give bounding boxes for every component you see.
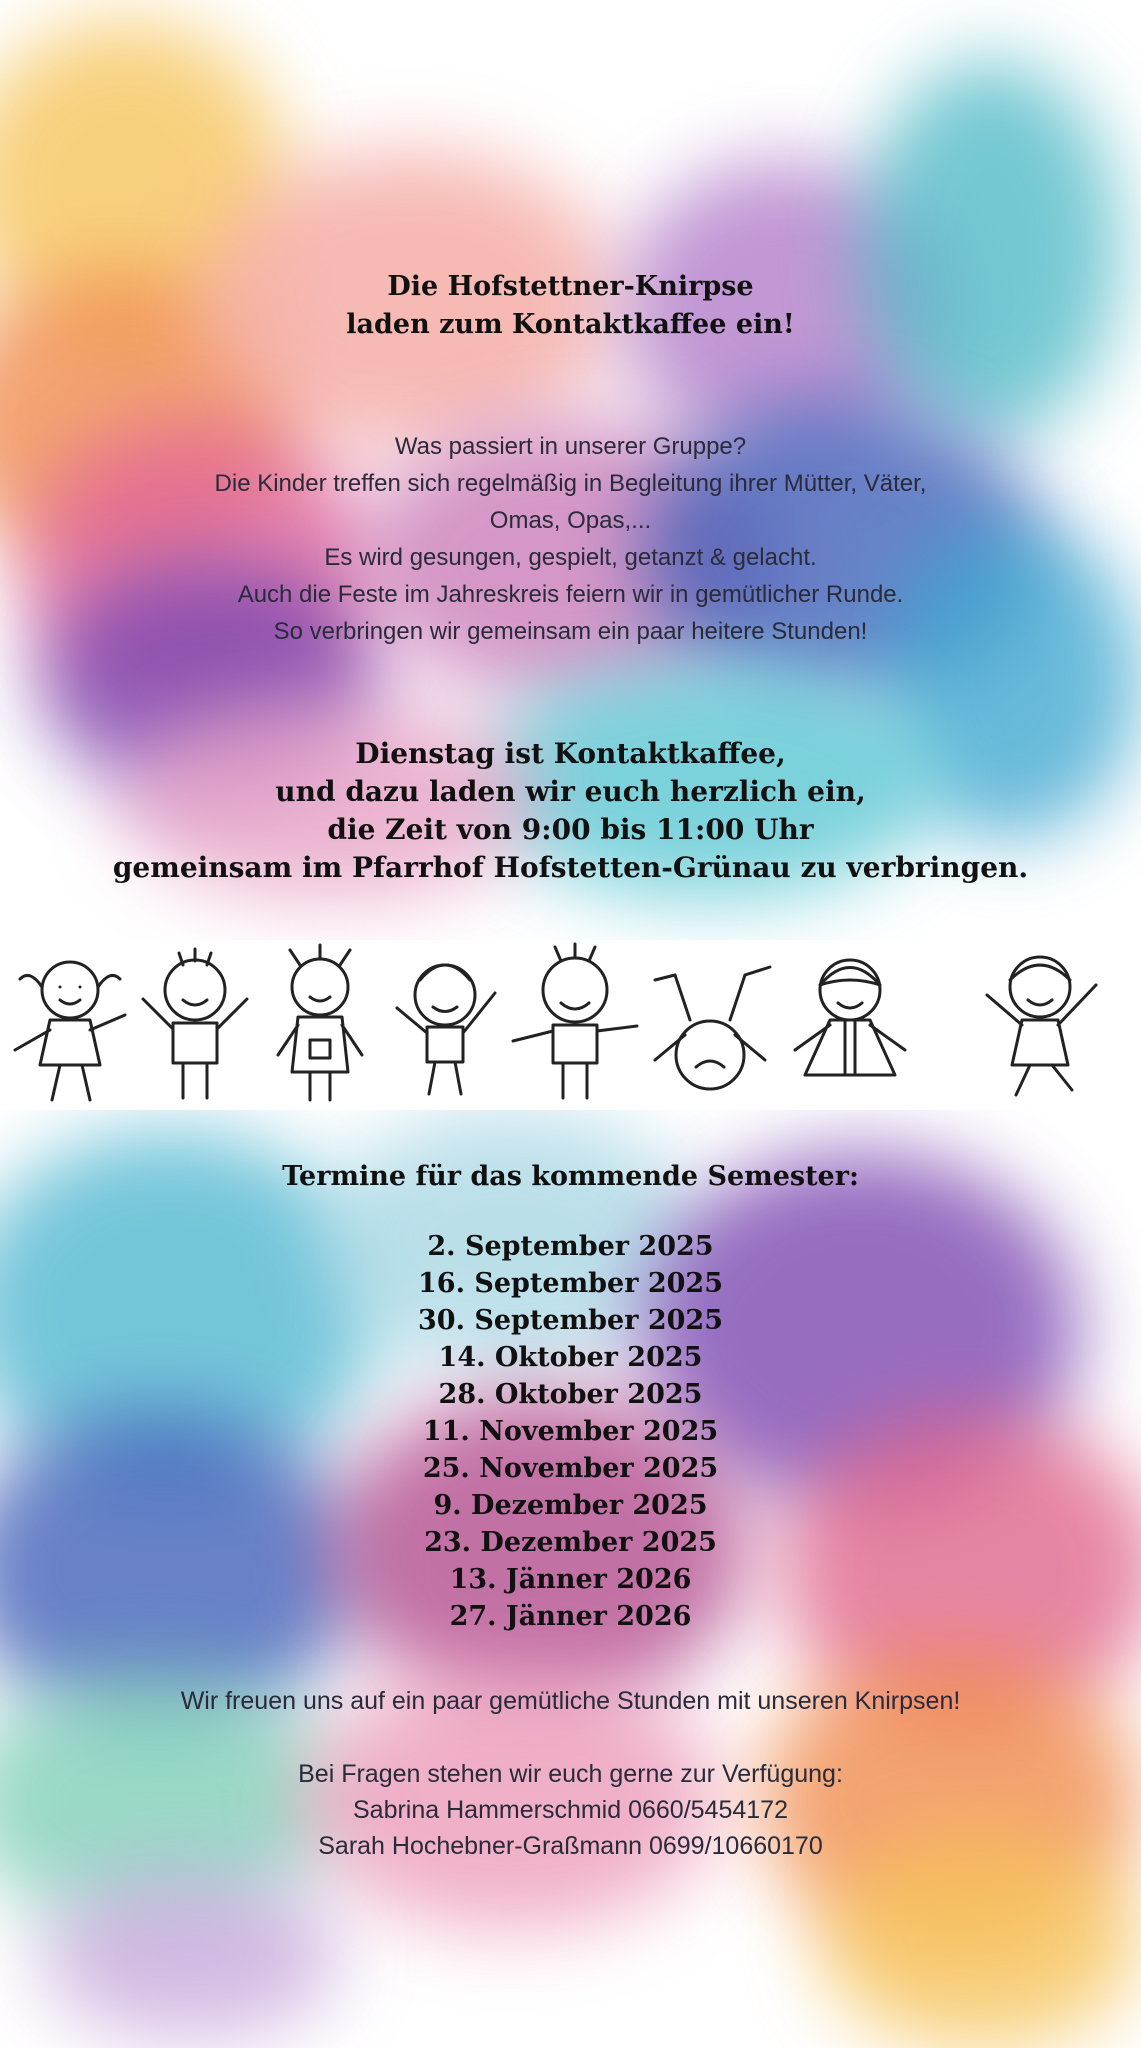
date-item: 16. September 2025 — [418, 1268, 723, 1299]
schedule-heading: Termine für das kommende Semester: — [282, 1161, 859, 1192]
date-item: 14. Oktober 2025 — [438, 1342, 703, 1373]
contact-info — [0, 1756, 1141, 1864]
invitation-line: gemeinsam im Pfarrhof Hofstetten-Grünau zu verbringen. — [112, 851, 1029, 884]
date-item: 9. Dezember 2025 — [433, 1490, 708, 1521]
date-item: 27. Jänner 2026 — [449, 1601, 692, 1632]
kids-illustration — [0, 940, 1141, 1110]
date-item: 30. September 2025 — [418, 1305, 723, 1336]
invitation-line: Dienstag ist Kontaktkaffee, — [355, 737, 786, 770]
intro-line: Omas, Opas,... — [489, 507, 652, 534]
schedule-dates — [0, 1228, 1141, 1635]
date-item: 28. Oktober 2025 — [438, 1379, 703, 1410]
flyer-title — [0, 268, 1141, 344]
contact-line: Sarah Hochebner-Graßmann 0699/10660170 — [318, 1832, 823, 1860]
intro-line: Die Kinder treffen sich regelmäßig in Begleitung ihrer Mütter, Väter, — [214, 470, 927, 497]
contact-line: Bei Fragen stehen wir euch gerne zur Verfügung: — [298, 1760, 843, 1788]
kids-doodle-icon — [0, 940, 1141, 1110]
date-item: 23. Dezember 2025 — [424, 1527, 717, 1558]
title-line: laden zum Kontaktkaffee ein! — [346, 309, 795, 340]
date-item: 11. November 2025 — [422, 1416, 719, 1447]
intro-line: Auch die Feste im Jahreskreis feiern wir in gemütlicher Runde. — [237, 581, 904, 608]
closing-text: Wir freuen uns auf ein paar gemütliche Stunden mit unseren Knirpsen! — [180, 1687, 961, 1715]
intro-paragraph — [0, 428, 1141, 650]
contact-line: Sabrina Hammerschmid 0660/5454172 — [353, 1796, 788, 1824]
intro-line: Was passiert in unserer Gruppe? — [394, 433, 747, 460]
invitation-text — [0, 735, 1141, 887]
date-item: 25. November 2025 — [422, 1453, 719, 1484]
invitation-line: und dazu laden wir euch herzlich ein, — [275, 775, 866, 808]
title-line: Die Hofstettner-Knirpse — [387, 271, 754, 302]
intro-line: So verbringen wir gemeinsam ein paar heitere Stunden! — [273, 618, 868, 645]
invitation-line: die Zeit von 9:00 bis 11:00 Uhr — [327, 813, 814, 846]
intro-line: Es wird gesungen, gespielt, getanzt & gelacht. — [324, 544, 817, 571]
date-item: 2. September 2025 — [427, 1231, 714, 1262]
date-item: 13. Jänner 2026 — [449, 1564, 692, 1595]
